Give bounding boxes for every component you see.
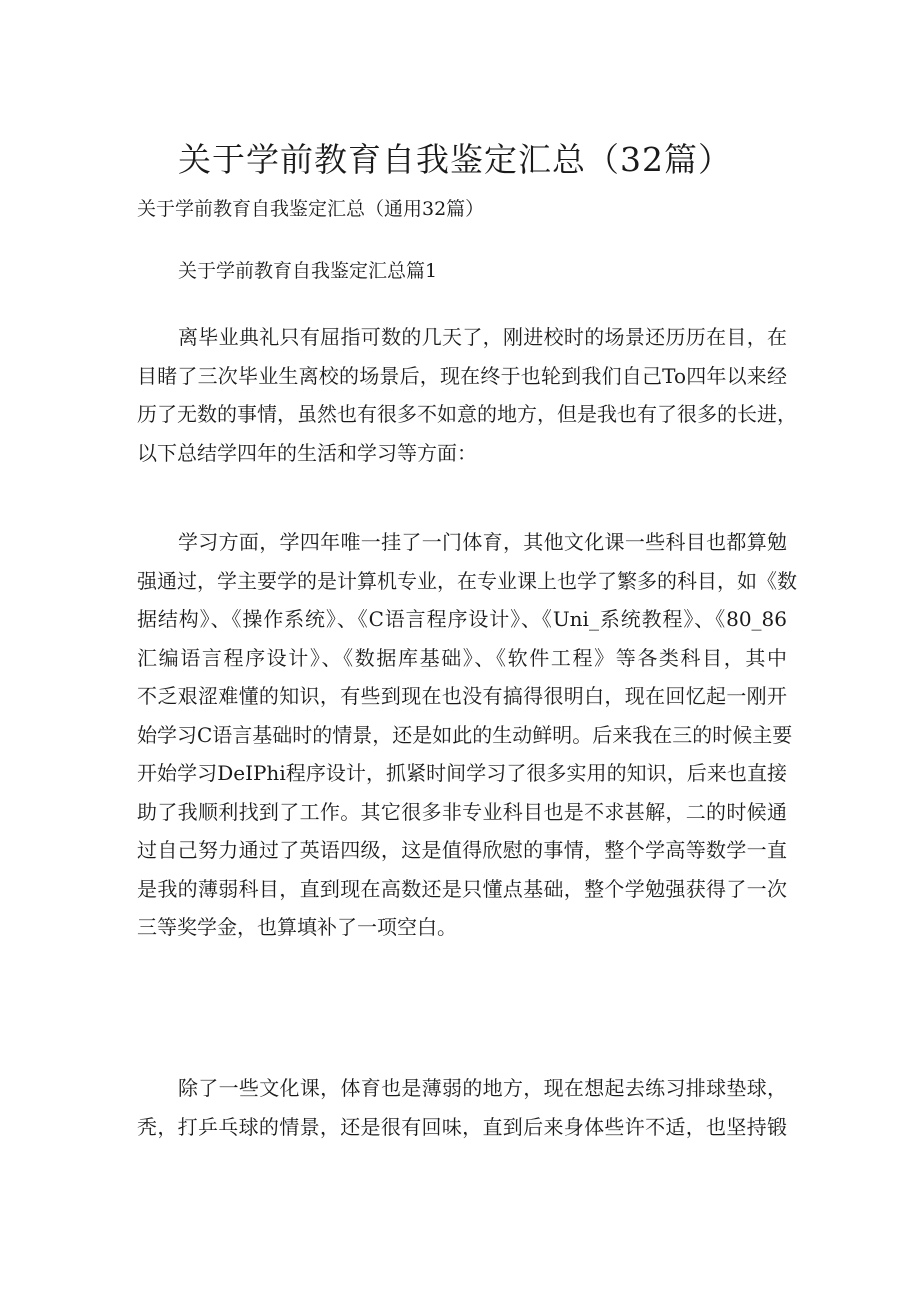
paragraph-line: 助了我顺利找到了工作。其它很多非专业科目也是不求甚解，二的时候通 bbox=[137, 799, 787, 824]
document-subtitle: 关于学前教育自我鉴定汇总（通用32篇） bbox=[137, 198, 485, 220]
paragraph-line: 强通过，学主要学的是计算机专业，在专业课上也学了繁多的科目，如《数 bbox=[137, 568, 797, 593]
paragraph-line: 汇编语言程序设计》、《数据库基础》、《软件工程》等各类科目，其中 bbox=[137, 645, 787, 670]
section-heading: 关于学前教育自我鉴定汇总篇1 bbox=[178, 260, 438, 282]
paragraph-line: 离毕业典礼只有屈指可数的几天了，刚进校时的场景还历历在目，在 bbox=[178, 325, 787, 349]
paragraph-line: 不乏艰涩难懂的知识，有些到现在也没有搞得很明白，现在回忆起一刚开 bbox=[137, 684, 787, 708]
paragraph-line: 目睹了三次毕业生离校的场景后，现在终于也轮到我们自己To四年以来经 bbox=[137, 363, 787, 388]
paragraph-line: 开始学习DeIPhi程序设计，抓紧时间学习了很多实用的知识，后来也直接 bbox=[137, 761, 787, 785]
paragraph-line: 三等奖学金，也算填补了一项空白。 bbox=[137, 915, 457, 939]
document-title: 关于学前教育自我鉴定汇总（32篇） bbox=[178, 140, 732, 179]
paragraph-line: 是我的薄弱科目，直到现在高数还是只懂点基础，整个学勉强获得了一次 bbox=[137, 876, 787, 901]
paragraph bbox=[137, 318, 797, 472]
paragraph-line: 以下总结学四年的生活和学习等方面： bbox=[137, 440, 477, 465]
paragraph-line: 历了无数的事情，虽然也有很多不如意的地方，但是我也有了很多的长进， bbox=[137, 402, 797, 426]
paragraph bbox=[137, 1069, 787, 1146]
paragraph-line: 除了一些文化课，体育也是薄弱的地方，现在想起去练习排球垫球， bbox=[178, 1076, 787, 1100]
paragraph-line: 过自己努力通过了英语四级，这是值得欣慰的事情，整个学高等数学一直 bbox=[137, 838, 787, 862]
paragraph-line: 始学习C语言基础时的情景，还是如此的生动鲜明。后来我在三的时候主要 bbox=[137, 722, 793, 747]
paragraph-line: 学习方面，学四年唯一挂了一门体育，其他文化课一些科目也都算勉 bbox=[178, 530, 787, 554]
paragraph-line: 据结构》、《操作系统》、《C语言程序设计》、《Uni_系统教程》、《80_86 bbox=[137, 607, 787, 631]
paragraph-line: 秃，打乒乓球的情景，还是很有回味，直到后来身体些许不适，也坚持锻 bbox=[137, 1114, 787, 1139]
paragraph bbox=[137, 523, 797, 947]
